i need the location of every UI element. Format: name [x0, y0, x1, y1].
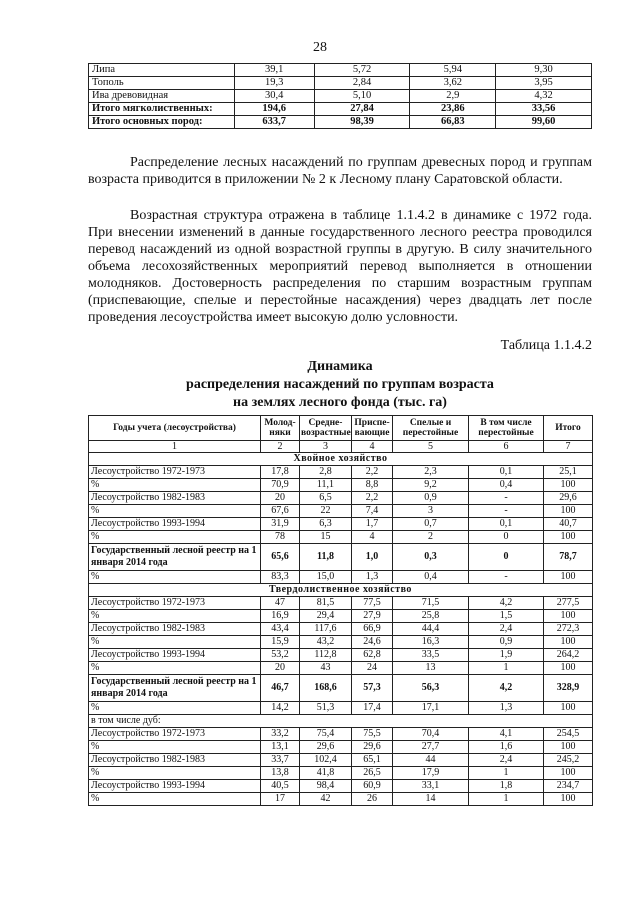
table-row [89, 77, 592, 90]
row-label: % [89, 636, 261, 649]
paragraph-age-structure: Возрастная структура отражена в таблице 1.1.4.2 в динамике с 1972 года. При внесении изменений в данные государственного лесного реестра проводился перевод насаждений из одной возрастной группы в другую. В силу значительного объема лесохозяйственных мероприятий перевод выполняется в отношении молодняков. Достоверность распределения по старшим возрастным группам (приспевающие, спелые и перестойные насаждения) через двадцать лет после проведения лесоустройства имеет высокую долю условности. [88, 208, 592, 325]
table-cell: 11,1 [300, 479, 352, 492]
table-cell: 8,8 [352, 479, 393, 492]
top-table [88, 63, 592, 129]
table-cell: 4,2 [469, 597, 544, 610]
table-cell: 2,2 [352, 492, 393, 505]
table-cell: 100 [544, 531, 593, 544]
table-cell: 17,4 [352, 702, 393, 715]
table-row [89, 531, 593, 544]
table-cell: 328,9 [544, 675, 593, 702]
header-middle-aged: Средне-возрастные [300, 416, 352, 441]
table-cell: 75,5 [352, 728, 393, 741]
column-index: 7 [544, 441, 593, 453]
table-cell: 81,5 [300, 597, 352, 610]
table-row [89, 780, 593, 793]
header-total: Итого [544, 416, 593, 441]
section-hardwood [89, 584, 593, 597]
table-cell: 13,1 [261, 741, 300, 754]
table-cell: 1 [469, 662, 544, 675]
table-cell: 5,10 [314, 90, 410, 103]
table-cell: 71,5 [393, 597, 469, 610]
table-cell: 19,3 [234, 77, 314, 90]
table-cell: 25,8 [393, 610, 469, 623]
table-cell: 31,9 [261, 518, 300, 531]
table-cell: 9,2 [393, 479, 469, 492]
table-cell: 234,7 [544, 780, 593, 793]
table-cell: 1 [469, 767, 544, 780]
table-cell: 2,8 [300, 466, 352, 479]
table-cell: 70,9 [261, 479, 300, 492]
table-cell: 11,8 [300, 544, 352, 571]
row-label: Государственный лесной реестр на 1 января 2014 года [89, 544, 261, 571]
table-cell: 15 [300, 531, 352, 544]
table-cell: 43,2 [300, 636, 352, 649]
row-label: Ива древовидная [89, 90, 235, 103]
header-years: Годы учета (лесоустройства) [89, 416, 261, 441]
paragraph-distribution: Распределение лесных насаждений по группам древесных пород и группам возраста приводится в приложении № 2 к Лесному плану Саратовской области. [88, 155, 592, 187]
section-coniferous [89, 453, 593, 466]
table-row [89, 505, 593, 518]
table-cell: 46,7 [261, 675, 300, 702]
table-cell: 42 [300, 793, 352, 806]
table-cell: 15,0 [300, 571, 352, 584]
table-cell: 25,1 [544, 466, 593, 479]
table-cell: 4 [352, 531, 393, 544]
table-cell: 1,0 [352, 544, 393, 571]
table-cell: 1 [469, 793, 544, 806]
subsection-oak [89, 715, 593, 728]
row-label: % [89, 505, 261, 518]
table-cell: 7,4 [352, 505, 393, 518]
table-cell: 0 [469, 544, 544, 571]
table-cell: 40,7 [544, 518, 593, 531]
table-cell: 633,7 [234, 116, 314, 129]
table-cell: 0,3 [393, 544, 469, 571]
row-label: Липа [89, 64, 235, 77]
table-cell: 100 [544, 767, 593, 780]
table-cell: 2,3 [393, 466, 469, 479]
table-cell: 272,3 [544, 623, 593, 636]
table-row [89, 754, 593, 767]
table-cell: 14 [393, 793, 469, 806]
row-label: Государственный лесной реестр на 1 января 2014 года [89, 675, 261, 702]
column-index: 3 [300, 441, 352, 453]
table-row [89, 728, 593, 741]
table-cell: 33,5 [393, 649, 469, 662]
row-label: % [89, 741, 261, 754]
table-cell: 17,9 [393, 767, 469, 780]
section-hardwood-label: Твердолиственное хозяйство [89, 584, 593, 597]
table-cell: 3,95 [496, 77, 592, 90]
table-row [89, 675, 593, 702]
table-row [89, 64, 592, 77]
header-maturing: Приспе-вающие [352, 416, 393, 441]
table-cell: 22 [300, 505, 352, 518]
row-label: Лесоустройство 1982-1983 [89, 754, 261, 767]
table-cell: 14,2 [261, 702, 300, 715]
header-mature-overmature: Спелые и перестойные [393, 416, 469, 441]
table-cell: 4,32 [496, 90, 592, 103]
table-row [89, 649, 593, 662]
table-cell: 13 [393, 662, 469, 675]
table-cell: 77,5 [352, 597, 393, 610]
table-cell: 43 [300, 662, 352, 675]
table-cell: 16,3 [393, 636, 469, 649]
column-index: 6 [469, 441, 544, 453]
table-cell: 100 [544, 505, 593, 518]
column-index: 5 [393, 441, 469, 453]
table-cell: 5,94 [410, 64, 496, 77]
table-cell: 53,2 [261, 649, 300, 662]
table-cell: 13,8 [261, 767, 300, 780]
table-cell: 78 [261, 531, 300, 544]
row-label: % [89, 479, 261, 492]
subsection-oak-label: в том числе дуб: [89, 715, 593, 728]
table-cell: 0,4 [469, 479, 544, 492]
table-cell: 56,3 [393, 675, 469, 702]
table-cell: 98,4 [300, 780, 352, 793]
table-cell: 26,5 [352, 767, 393, 780]
table-title: Динамика распределения насаждений по группам возраста на землях лесного фонда (тыс. га) [186, 359, 494, 410]
row-label: % [89, 571, 261, 584]
table-cell: 27,9 [352, 610, 393, 623]
table-cell: 4,1 [469, 728, 544, 741]
table-cell: 66,83 [410, 116, 496, 129]
table-cell: 65,6 [261, 544, 300, 571]
column-index: 2 [261, 441, 300, 453]
row-label: Лесоустройство 1972-1973 [89, 466, 261, 479]
table-row [89, 741, 593, 754]
row-label: % [89, 793, 261, 806]
table-cell: 2,4 [469, 623, 544, 636]
table-cell: 17,8 [261, 466, 300, 479]
table-row [89, 90, 592, 103]
table-row [89, 103, 592, 116]
table-row [89, 466, 593, 479]
header-overmature: В том числе перестойные [469, 416, 544, 441]
table-cell: 4,2 [469, 675, 544, 702]
table-cell: 26 [352, 793, 393, 806]
table-cell: 2 [393, 531, 469, 544]
table-row [89, 623, 593, 636]
table-cell: 0,4 [393, 571, 469, 584]
table-cell: 1,7 [352, 518, 393, 531]
table-row [89, 116, 592, 129]
column-index: 4 [352, 441, 393, 453]
table-row [89, 544, 593, 571]
section-coniferous-label: Хвойное хозяйство [89, 453, 593, 466]
table-cell: 2,84 [314, 77, 410, 90]
table-cell: 62,8 [352, 649, 393, 662]
table-cell: - [469, 571, 544, 584]
table-cell: 83,3 [261, 571, 300, 584]
table-row [89, 662, 593, 675]
table-cell: - [469, 492, 544, 505]
age-distribution-table [88, 415, 593, 806]
table-cell: 24,6 [352, 636, 393, 649]
table-cell: 0,1 [469, 518, 544, 531]
row-label: % [89, 531, 261, 544]
row-label: Итого мягколиственных: [89, 103, 235, 116]
table-label: Таблица 1.1.4.2 [500, 338, 592, 353]
table-row [89, 492, 593, 505]
table-cell: 20 [261, 492, 300, 505]
table-row [89, 636, 593, 649]
table-cell: 100 [544, 571, 593, 584]
table-cell: 6,5 [300, 492, 352, 505]
table-cell: 27,7 [393, 741, 469, 754]
row-label: Лесоустройство 1972-1973 [89, 597, 261, 610]
row-label: Лесоустройство 1982-1983 [89, 623, 261, 636]
column-index: 1 [89, 441, 261, 453]
row-label: Лесоустройство 1982-1983 [89, 492, 261, 505]
table-cell: 1,9 [469, 649, 544, 662]
table-cell: 100 [544, 610, 593, 623]
table-cell: 100 [544, 793, 593, 806]
table-cell: 277,5 [544, 597, 593, 610]
table-cell: 117,6 [300, 623, 352, 636]
table-cell: 0,7 [393, 518, 469, 531]
table-cell: 17,1 [393, 702, 469, 715]
table-cell: 23,86 [410, 103, 496, 116]
table-cell: 20 [261, 662, 300, 675]
table-cell: 78,7 [544, 544, 593, 571]
table-cell: 0,1 [469, 466, 544, 479]
table-cell: 245,2 [544, 754, 593, 767]
table-cell: 33,7 [261, 754, 300, 767]
table-cell: 17 [261, 793, 300, 806]
table-cell: 1,3 [352, 571, 393, 584]
table-cell: 30,4 [234, 90, 314, 103]
table-cell: 254,5 [544, 728, 593, 741]
row-label: Итого основных пород: [89, 116, 235, 129]
row-label: % [89, 767, 261, 780]
table-row [89, 610, 593, 623]
row-label: Лесоустройство 1993-1994 [89, 780, 261, 793]
table-cell: 65,1 [352, 754, 393, 767]
table-cell: 60,9 [352, 780, 393, 793]
table-header-row [89, 416, 593, 441]
table-cell: 100 [544, 662, 593, 675]
table-cell: 75,4 [300, 728, 352, 741]
table-cell: 3 [393, 505, 469, 518]
table-cell: 0,9 [393, 492, 469, 505]
table-cell: 112,8 [300, 649, 352, 662]
table-cell: 29,6 [544, 492, 593, 505]
table-cell: 5,72 [314, 64, 410, 77]
table-cell: 194,6 [234, 103, 314, 116]
table-cell: 1,5 [469, 610, 544, 623]
row-label: Лесоустройство 1993-1994 [89, 649, 261, 662]
table-cell: 99,60 [496, 116, 592, 129]
table-cell: 27,84 [314, 103, 410, 116]
table-cell: 57,3 [352, 675, 393, 702]
table-cell: - [469, 505, 544, 518]
table-row [89, 597, 593, 610]
table-row [89, 518, 593, 531]
table-cell: 44 [393, 754, 469, 767]
table-cell: 33,1 [393, 780, 469, 793]
table-cell: 100 [544, 636, 593, 649]
table-row [89, 571, 593, 584]
table-cell: 264,2 [544, 649, 593, 662]
table-cell: 0,9 [469, 636, 544, 649]
table-cell: 2,4 [469, 754, 544, 767]
table-cell: 102,4 [300, 754, 352, 767]
row-label: % [89, 610, 261, 623]
table-cell: 29,6 [300, 741, 352, 754]
table-cell: 33,56 [496, 103, 592, 116]
table-cell: 168,6 [300, 675, 352, 702]
table-cell: 41,8 [300, 767, 352, 780]
table-cell: 6,3 [300, 518, 352, 531]
row-label: % [89, 702, 261, 715]
table-cell: 33,2 [261, 728, 300, 741]
table-row [89, 793, 593, 806]
row-label: % [89, 662, 261, 675]
table-cell: 70,4 [393, 728, 469, 741]
table-row [89, 702, 593, 715]
table-cell: 16,9 [261, 610, 300, 623]
table-cell: 1,6 [469, 741, 544, 754]
header-young: Молод-няки [261, 416, 300, 441]
table-cell: 44,4 [393, 623, 469, 636]
table-row [89, 767, 593, 780]
table-cell: 66,9 [352, 623, 393, 636]
table-cell: 67,6 [261, 505, 300, 518]
row-label: Лесоустройство 1993-1994 [89, 518, 261, 531]
table-cell: 40,5 [261, 780, 300, 793]
table-cell: 100 [544, 702, 593, 715]
table-cell: 0 [469, 531, 544, 544]
table-cell: 29,4 [300, 610, 352, 623]
table-cell: 15,9 [261, 636, 300, 649]
table-row [89, 479, 593, 492]
page-number: 28 [313, 40, 327, 55]
table-cell: 47 [261, 597, 300, 610]
table-cell: 43,4 [261, 623, 300, 636]
table-cell: 2,9 [410, 90, 496, 103]
row-label: Тополь [89, 77, 235, 90]
row-label: Лесоустройство 1972-1973 [89, 728, 261, 741]
table-cell: 39,1 [234, 64, 314, 77]
table-cell: 3,62 [410, 77, 496, 90]
table-cell: 1,8 [469, 780, 544, 793]
table-cell: 100 [544, 479, 593, 492]
table-cell: 100 [544, 741, 593, 754]
table-cell: 2,2 [352, 466, 393, 479]
table-cell: 98,39 [314, 116, 410, 129]
table-cell: 24 [352, 662, 393, 675]
table-cell: 51,3 [300, 702, 352, 715]
table-cell: 1,3 [469, 702, 544, 715]
table-cell: 29,6 [352, 741, 393, 754]
table-cell: 9,30 [496, 64, 592, 77]
column-index-row [89, 441, 593, 453]
